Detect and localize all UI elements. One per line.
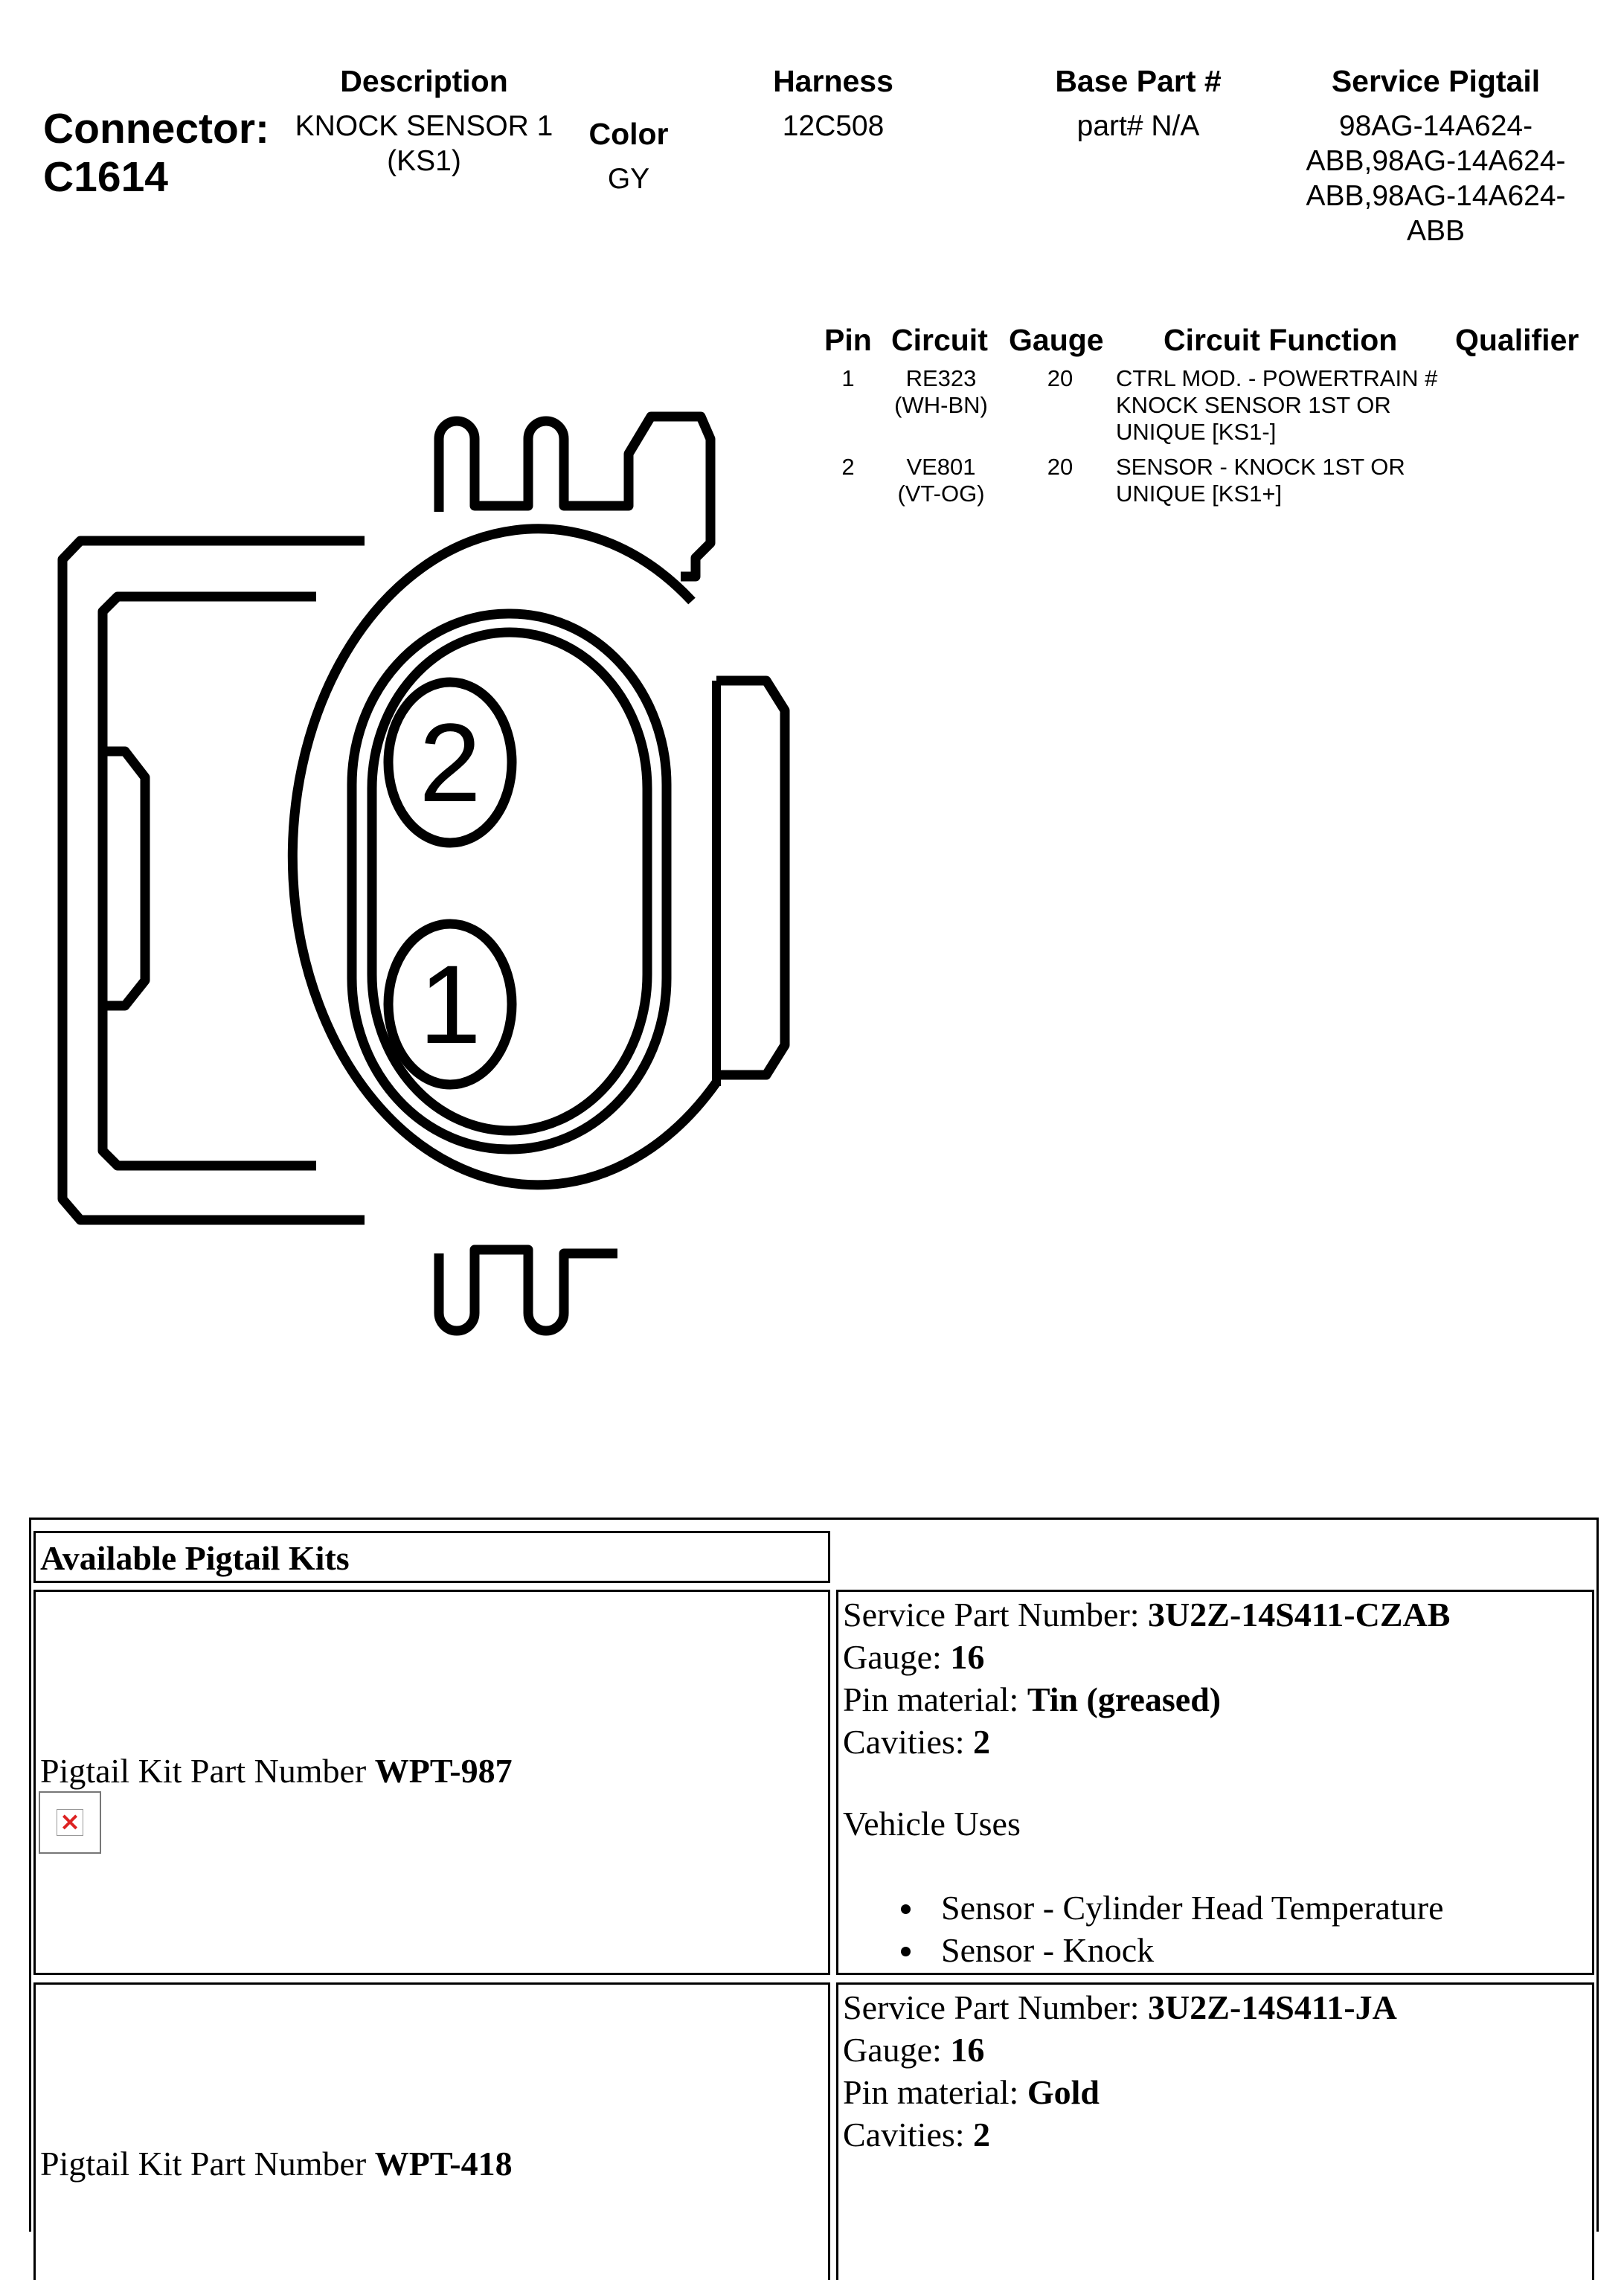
pin-function-line: SENSOR - KNOCK 1ST OR (1116, 454, 1405, 480)
bullet-icon (901, 1904, 911, 1914)
harness-header: Harness (773, 64, 893, 98)
list-item: Sensor - Cylinder Head Temperature (843, 1886, 1450, 1929)
kit-gauge: Gauge: 16 (843, 1638, 985, 1676)
pin-gauge: 20 (1047, 454, 1073, 480)
kit-image-placeholder (39, 1791, 101, 1854)
kit-pin-material: Pin material: Gold (843, 2073, 1100, 2111)
service-pigtail-line: ABB,98AG-14A624- (1306, 145, 1566, 177)
connector-face-diagram (0, 372, 818, 1376)
pin-header-pin: Pin (824, 323, 872, 357)
connector-rear-outline (62, 541, 365, 1220)
kit-number: WPT-987 (374, 1752, 513, 1790)
connector-label: Connector: (43, 105, 269, 152)
kit-details-cell (836, 1590, 1594, 1975)
vehicle-uses-label: Vehicle Uses (843, 1805, 1021, 1843)
color-header: Color (588, 117, 669, 151)
kit-gauge: Gauge: 16 (843, 2031, 985, 2069)
service-part-number: Service Part Number: 3U2Z-14S411-JA (843, 1988, 1397, 2026)
base-part-header: Base Part # (1055, 64, 1222, 98)
broken-image-icon: × (57, 1809, 83, 1836)
pin-function-line: UNIQUE [KS1+] (1116, 481, 1283, 507)
pin-header-qualifier: Qualifier (1455, 323, 1579, 357)
service-pigtail-line: 98AG-14A624- (1338, 110, 1533, 142)
service-pigtail-header: Service Pigtail (1331, 64, 1541, 98)
pin-header-function: Circuit Function (1164, 323, 1398, 357)
pin-gauge: 20 (1047, 365, 1073, 391)
list-item: Sensor - Knock (843, 1929, 1450, 1971)
pin-circuit-line: RE323 (905, 365, 977, 391)
service-part-number: Service Part Number: 3U2Z-14S411-CZAB (843, 1596, 1451, 1634)
connector-latch-outline (103, 751, 145, 1006)
pin-function-line: UNIQUE [KS1-] (1116, 419, 1277, 445)
pin-label-2: 2 (419, 700, 481, 825)
bullet-icon (901, 1947, 911, 1956)
color-value: GY (607, 163, 650, 195)
pin-header-circuit: Circuit (891, 323, 988, 357)
kit-cavities: Cavities: 2 (843, 2116, 991, 2154)
kit-number-cell (33, 1982, 830, 2280)
kit-number-cell (33, 1590, 830, 1975)
pigtail-kits-table (29, 1518, 1599, 2232)
vehicle-uses-list (843, 1886, 1450, 1971)
kit-pin-material: Pin material: Tin (greased) (843, 1680, 1222, 1718)
pin-circuit-line: (WH-BN) (894, 392, 988, 418)
top-tab-outline (439, 417, 710, 577)
kit-details-cell (836, 1982, 1594, 2280)
pin-number: 1 (841, 365, 855, 391)
kit-number-line: Pigtail Kit Part Number WPT-987 (40, 1752, 513, 1790)
side-key-outline (716, 681, 785, 1075)
kit-cavities: Cavities: 2 (843, 1723, 991, 1761)
description-line1: KNOCK SENSOR 1 (295, 110, 553, 142)
service-pigtail-line: ABB,98AG-14A624- (1306, 180, 1566, 212)
connector-inner-outline (103, 597, 316, 1166)
pin-label-1: 1 (419, 942, 481, 1067)
kits-title-cell (33, 1531, 830, 1583)
kits-title: Available Pigtail Kits (40, 1539, 350, 1577)
pin-function-line: CTRL MOD. - POWERTRAIN # (1116, 365, 1438, 391)
kit-number: WPT-418 (374, 2145, 513, 2183)
harness-value: 12C508 (782, 110, 885, 142)
kit-number-line: Pigtail Kit Part Number WPT-418 (40, 2145, 513, 2183)
base-part-value: part# N/A (1076, 110, 1200, 142)
pin-number: 2 (841, 454, 855, 480)
pin-function-line: KNOCK SENSOR 1ST OR (1116, 392, 1391, 418)
pin-circuit-line: VE801 (906, 454, 976, 480)
description-header: Description (340, 64, 508, 98)
pin-header-gauge: Gauge (1009, 323, 1104, 357)
bottom-tab-outline (439, 1250, 617, 1331)
description-line2: (KS1) (387, 145, 461, 177)
connector-id: C1614 (43, 153, 168, 201)
service-pigtail-line: ABB (1406, 215, 1466, 247)
pin-circuit-line: (VT-OG) (897, 481, 985, 507)
